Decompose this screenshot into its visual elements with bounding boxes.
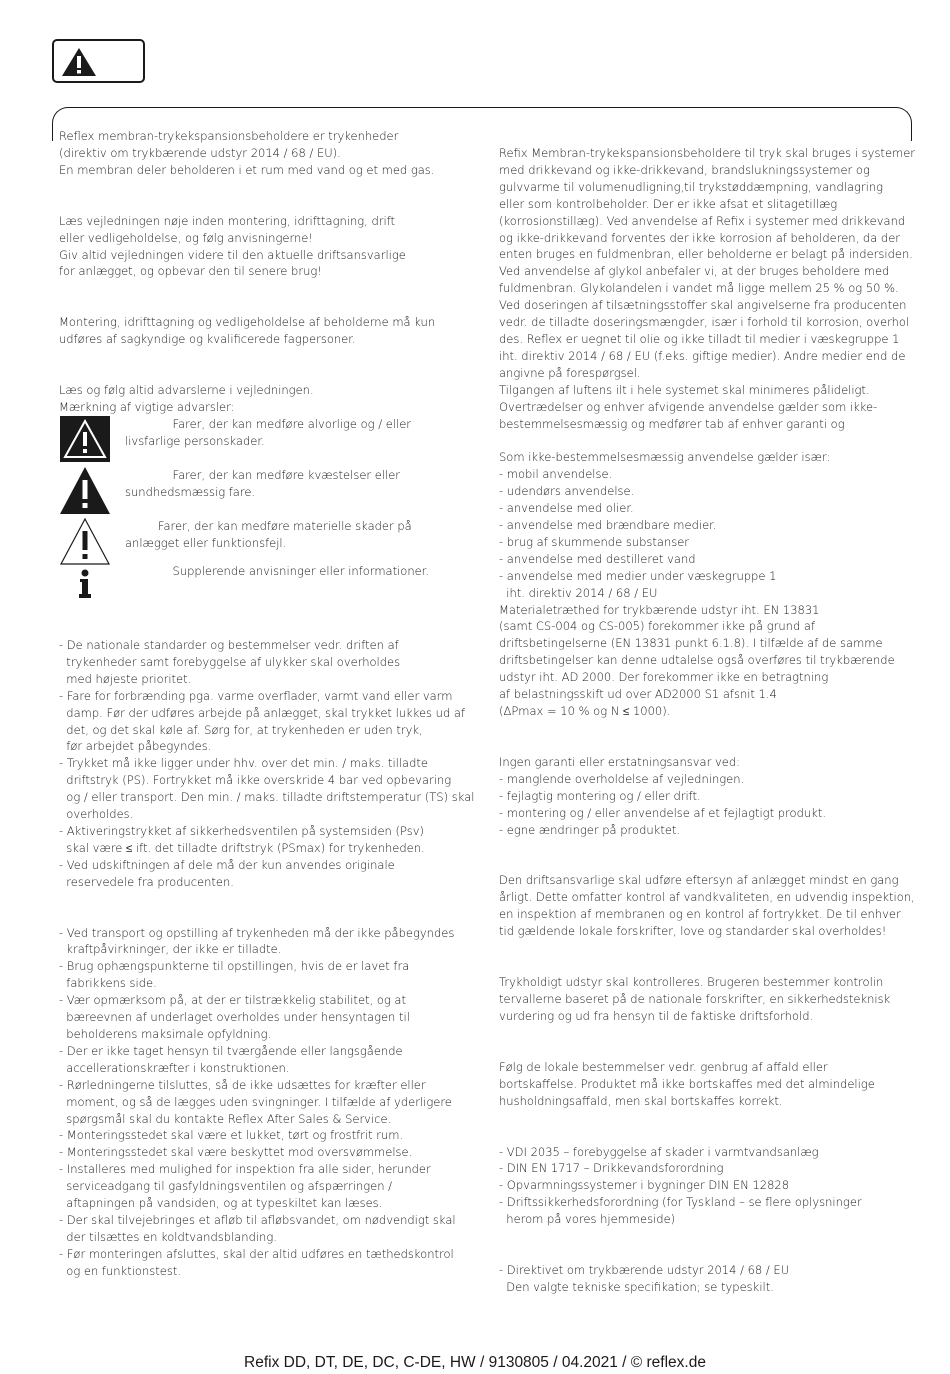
text-line: Ingen garanti eller erstatningsansvar ved: <box>499 754 741 769</box>
text-line: - Der skal tilvejebringes et afløb til afløbsvandet, om nødvendigt skal <box>59 1212 456 1227</box>
text-line: Refix Membran-trykekspansionsbeholdere til tryk skal bruges i systemer <box>499 146 916 160</box>
text-line: og ikke-drikkevand forventes der ikke korrosion af beholderen, da der <box>499 230 901 245</box>
text-line: - Direktivet om trykbærende udstyr 2014 / 68 / EU <box>499 1263 790 1278</box>
text-line: - Trykket må ikke ligger under hhv. over det min. / maks. tilladte <box>59 756 428 771</box>
text-line: - udendørs anvendelse. <box>499 484 635 499</box>
text-line: - montering og / eller anvendelse af et fejlagtigt produkt. <box>499 805 826 820</box>
text-line: - anvendelse med medier under væskegruppe 1 <box>499 568 777 583</box>
text-line: (ΔPmax = 10 % og N ≤ 1000). <box>499 704 671 718</box>
section-directive <box>499 1262 909 1296</box>
text-line: - egne ændringer på produktet. <box>499 822 681 837</box>
text-line: - Der er ikke taget hensyn til tværgående eller langsgående <box>59 1043 403 1058</box>
text-line: og / eller transport. Den min. / maks. tilladte driftstemperatur (TS) skal <box>59 790 475 805</box>
section-intro <box>59 128 464 179</box>
text-line: - anvendelse med brændbare medier. <box>499 518 717 533</box>
text-line: - Brug ophængspunkterne til opstillingen, hvis de er lavet fra <box>59 959 410 974</box>
text-line: før arbejdet påbegyndes. <box>59 739 212 754</box>
text-line: beholderens maksimale opfyldning. <box>59 1027 272 1041</box>
text-line: (korrosionstillæg). Ved anvendelse af Refix i systemer med drikkevand <box>499 213 906 228</box>
text-line: En membran deler beholderen i et rum med vand og et med gas. <box>59 162 435 177</box>
section-inspection <box>499 872 915 940</box>
text-line: Mærkning af vigtige advarsler: <box>59 400 235 415</box>
left-column <box>59 128 475 1280</box>
text-line: sundhedsmæssig fare. <box>125 484 256 499</box>
text-line: tid gældende lokale forskrifter, love og standarder skal overholdes! <box>499 924 887 939</box>
section-installation <box>59 925 464 1280</box>
text-line: - Fare for forbrænding pga. varme overflader, varmt vand eller varm <box>59 688 453 703</box>
warning-icon <box>59 467 111 515</box>
text-line: Den valgte tekniske specifikation; se typeskilt. <box>499 1279 774 1294</box>
text-line: Ved doseringen af tilsætningsstoffer skal angivelserne fra producenten <box>499 298 907 313</box>
page-footer: Refix DD, DT, DE, DC, C-DE, HW / 9130805 / 04.2021 / © reflex.de <box>244 1354 706 1371</box>
text-line: Den driftsansvarlige skal udføre eftersyn af anlægget mindst en gang <box>499 873 899 888</box>
text-line: moment, og så de lægges uden svingninger. I tilfælde af yderligere <box>59 1094 452 1109</box>
info-icon <box>59 569 111 599</box>
text-line: - Monteringsstedet skal være et lukket, tørt og frostfrit rum. <box>59 1128 404 1143</box>
text-line: Overtrædelser og enhver afvigende anvendelse gælder som ikke- <box>499 399 878 414</box>
warning-icon <box>59 46 99 78</box>
warning-row-warning <box>59 467 464 518</box>
section-safety <box>59 637 475 891</box>
text-line: - VDI 2035 – forebyggelse af skader i varmtvandsanlæg <box>499 1144 819 1159</box>
text-line: kraftpåvirkninger, der ikke er tilladte. <box>59 942 282 957</box>
text-line: - Driftssikkerhedsforordning (for Tyskland – se flere oplysninger <box>499 1195 862 1210</box>
text-line: - Ved udskiftningen af dele må der kun anvendes originale <box>59 857 395 872</box>
section-norms <box>499 1144 909 1229</box>
text-line: Materialetræthed for trykbærende udstyr iht. EN 13831 <box>499 602 820 617</box>
text-line: overholdes. <box>59 807 134 822</box>
warning-header-box <box>52 39 145 83</box>
text-line: iht. direktiv 2014 / 68 / EU <box>499 585 658 600</box>
text-line: - Før monteringen afsluttes, skal der altid udføres en tæthedskontrol <box>59 1246 454 1261</box>
text-line: vurdering og ud fra hensyn til de faktiske driftsforhold. <box>499 1008 814 1023</box>
text-line: driftstryk (PS). Fortrykket må ikke overskride 4 bar ved opbevaring <box>59 773 452 788</box>
caution-icon <box>59 518 111 566</box>
text-line: en inspektion af membranen og en kontrol af fortrykket. De til enhver <box>499 907 901 922</box>
text-line: angivne på forespørgsel. <box>499 365 641 380</box>
text-line: Tilgangen af luftens ilt i hele systemet skal minimeres pålideligt. <box>499 382 870 397</box>
section-read-instructions <box>59 213 464 281</box>
section-qualified-personnel <box>59 314 464 348</box>
text-line: Farer, der kan medføre materielle skader på <box>125 518 412 533</box>
text-line: det, og det skal køle af. Sørg for, at trykenheden er uden tryk, <box>59 722 423 737</box>
section-control <box>499 974 909 1025</box>
text-line: fabrikkens side. <box>59 976 157 991</box>
text-line: Læs vejledningen nøje inden montering, idrifttagning, drift <box>59 213 396 228</box>
text-line: af belastningsskift ud over AD2000 S1 afsnit 1.4 <box>499 687 777 702</box>
text-line: spørgsmål skal du kontakte Reflex After Sales & Service. <box>59 1111 392 1126</box>
text-line: Ved anvendelse af glykol anbefaler vi, at der bruges beholdere med <box>499 264 890 279</box>
text-line: damp. Før der udføres arbejde på anlægget, skal trykket lukkes ud af <box>59 705 466 720</box>
section-disposal <box>499 1059 909 1110</box>
text-line: driftsbetingelserne (EN 13831 punkt 6.1.8). I tilfælde af de samme <box>499 636 883 651</box>
text-line: vedr. de tilladte doseringsmængder, især i forhold til korrosion, overhol <box>499 315 910 330</box>
section-warnings <box>59 382 464 603</box>
text-line: anlægget eller funktionsfejl. <box>125 535 287 550</box>
right-column <box>499 145 916 1296</box>
text-line: Læs og følg altid advarslerne i vejledningen. <box>59 383 314 398</box>
text-line: - fejlagtig montering og / eller drift. <box>499 788 701 803</box>
warning-row-info <box>59 563 464 603</box>
text-line: fuldmenbran. Glykolandelen i vandet må ligge mellem 25 % og 50 %. <box>499 281 899 296</box>
text-line: - Installeres med mulighed for inspektion fra alle sider, herunder <box>59 1162 431 1177</box>
text-line: - DIN EN 1717 – Drikkevandsforordning <box>499 1161 724 1176</box>
text-line: Trykholdigt udstyr skal kontrolleres. Brugeren bestemmer kontrolin <box>499 975 884 990</box>
text-line: Farer, der kan medføre kvæstelser eller <box>125 467 401 482</box>
text-line: enten bruges en fuldmenbran, eller beholderne er belagt på indersiden. <box>499 247 913 262</box>
text-line: udstyr iht. AD 2000. Der forekommer ikke en betragtning <box>499 670 829 685</box>
text-line: med drikkevand og ikke-drikkevand, brandslukningssystemer og <box>499 162 870 177</box>
text-line: livsfarlige personskader. <box>125 433 265 448</box>
text-line: der tilsættes en koldtvandsblanding. <box>59 1229 277 1244</box>
text-line: des. Reflex er uegnet til olie og ikke tilladt til medier i væskegruppe 1 <box>499 331 900 346</box>
text-line: årligt. Dette omfatter kontrol af vandkvaliteten, en udvendig inspektion, <box>499 890 915 905</box>
warning-row-danger <box>59 416 464 467</box>
text-line: Følg de lokale bestemmelser vedr. genbrug af affald eller <box>499 1059 828 1074</box>
danger-warning-icon <box>59 416 111 462</box>
text-line: driftsbetingelser kan denne udtalelse også overføres til trykbærende <box>499 653 895 668</box>
text-line: for anlægget, og opbevar den til senere brug! <box>59 264 322 279</box>
section-warranty <box>499 754 909 839</box>
text-line: - Rørledningerne tilsluttes, så de ikke udsættes for kræfter eller <box>59 1077 426 1092</box>
warning-row-caution <box>59 518 464 569</box>
text-line: - Opvarmningssystemer i bygninger DIN EN 12828 <box>499 1178 790 1193</box>
text-line: serviceadgang til gasfyldningsventilen og afspærringen / <box>59 1179 393 1194</box>
text-line: Reflex membran-trykekspansionsbeholdere er trykenheder <box>59 129 399 143</box>
text-line: eller som kontrolbeholder. Der er ikke afsat et slitagetillæg <box>499 196 838 211</box>
text-line: - Ved transport og opstilling af trykenheden må der ikke påbegyndes <box>59 925 455 940</box>
text-line: - brug af skummende substanser <box>499 534 690 549</box>
text-line: accellerationskræfter i konstruktionen. <box>59 1060 290 1075</box>
text-line: (direktiv om trykbærende udstyr 2014 / 68 / EU). <box>59 145 341 160</box>
text-line: tervallerne baseret på de nationale forskrifter, en sikkerhedsteknisk <box>499 991 891 1006</box>
text-line: - mobil anvendelse. <box>499 467 613 482</box>
text-line: bortskaffelse. Produktet må ikke bortskaffes med det almindelige <box>499 1076 875 1091</box>
text-line: Supplerende anvisninger eller informationer. <box>125 563 430 578</box>
text-line: og en funktionstest. <box>59 1263 181 1278</box>
text-line: Montering, idrifttagning og vedligeholdelse af beholderne må kun <box>59 315 436 330</box>
text-line: - anvendelse med destilleret vand <box>499 551 696 566</box>
text-line: skal være ≤ ift. det tilladte driftstryk (PSmax) for trykenheden. <box>59 840 425 855</box>
text-line: med højeste prioritet. <box>59 671 192 686</box>
text-line: herom på vores hjemmeside) <box>499 1212 676 1227</box>
text-line: iht. direktiv 2014 / 68 / EU (f.eks. giftige medier). Andre medier end de <box>499 348 906 363</box>
text-line: - Aktiveringstrykket af sikkerhedsventilen på systemsiden (Psv) <box>59 823 424 838</box>
text-line: gulvvarme til volumenudligning,til trykstøddæmpning, vandlagring <box>499 179 884 194</box>
text-line: - anvendelse med olier. <box>499 501 634 516</box>
text-line: bæreevnen af underlaget overholdes under hensyntagen til <box>59 1010 410 1025</box>
text-line: reservedele fra producenten. <box>59 874 234 889</box>
section-intended-use <box>499 145 916 432</box>
text-line: - manglende overholdelse af vejledningen. <box>499 771 745 786</box>
text-line: (samt CS-004 og CS-005) forekommer ikke på grund af <box>499 619 816 634</box>
text-line: udføres af sagkyndige og kvalificerede fagpersoner. <box>59 332 356 347</box>
text-line: eller vedligeholdelse, og følg anvisningerne! <box>59 230 313 245</box>
text-line: - Monteringsstedet skal være beskyttet mod oversvømmelse. <box>59 1145 413 1160</box>
text-line: - De nationale standarder og bestemmelser vedr. driften af <box>59 637 399 652</box>
text-line: trykenheder samt forebyggelse af ulykker skal overholdes <box>59 654 401 669</box>
section-improper-use <box>499 449 909 720</box>
text-line: Farer, der kan medføre alvorlige og / eller <box>125 416 412 431</box>
text-line: bestemmelsesmæssig og medfører tab af enhver garanti og <box>499 416 845 431</box>
text-line: Giv altid vejledningen videre til den aktuelle driftsansvarlige <box>59 247 406 262</box>
text-line: husholdningsaffald, men skal bortskaffes korrekt. <box>499 1093 783 1108</box>
text-line: - Vær opmærksom på, at der er tilstrækkelig stabilitet, og at <box>59 993 406 1008</box>
text-line: aftapningen på vandsiden, og at typeskiltet kan læses. <box>59 1196 383 1211</box>
text-line: Som ikke-bestemmelsesmæssig anvendelse gælder især: <box>499 450 831 465</box>
